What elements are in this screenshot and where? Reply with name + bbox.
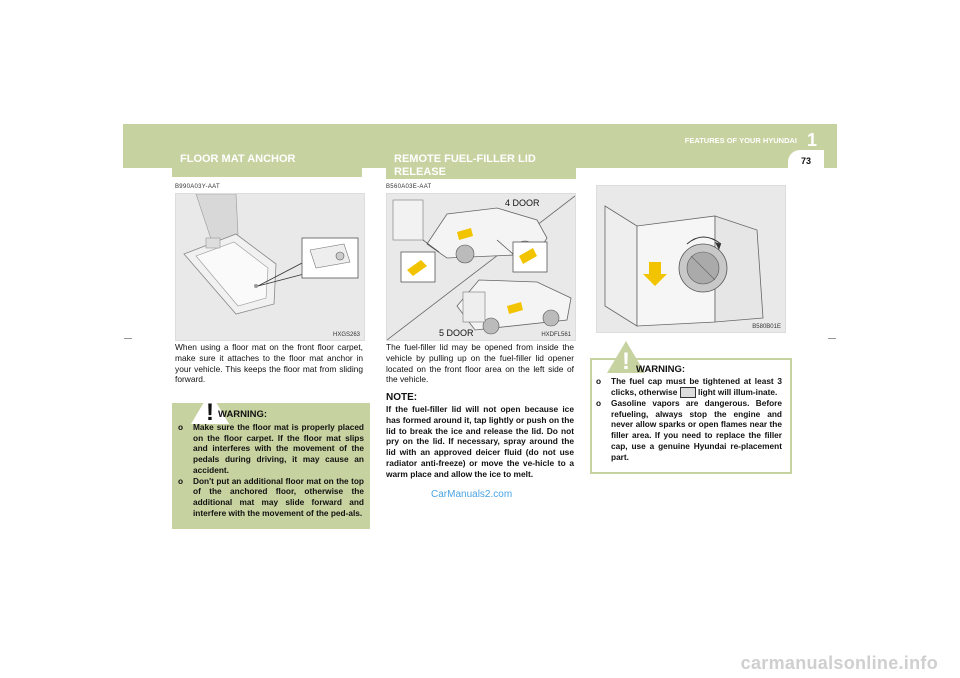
margin-mark-left: [124, 338, 132, 339]
floor-mat-figure-caption: HXGS263: [332, 332, 360, 338]
fuel-cap-warning-list: [596, 376, 782, 462]
footer: [0, 650, 960, 678]
fuel-cap-warning-item-2: o Gasoline vapors are dangerous. Before refueling, always stop the engine and never allow sparks or open flames near the filler area. If you need to replace the filler cap, use a genuine Hyundai re-placement part.: [596, 398, 782, 462]
svg-text:!: !: [206, 399, 214, 425]
floor-mat-title: FLOOR MAT ANCHOR: [180, 153, 296, 165]
floor-mat-code: B990A03Y-AAT: [175, 184, 220, 190]
fuel-filler-title-line1: REMOTE FUEL-FILLER LID: [394, 153, 536, 165]
fuel-filler-illustration: [387, 194, 575, 340]
note-heading: NOTE:: [386, 392, 418, 403]
margin-mark-right: [828, 338, 836, 339]
floor-mat-heading: [172, 149, 362, 177]
floor-mat-warning-box: [172, 399, 370, 529]
fuel-cap-figure: [596, 185, 786, 333]
floor-mat-illustration: [176, 194, 364, 340]
fuel-filler-heading: [386, 149, 576, 179]
fuel-cap-warning-item-1-part2: light will illum-inate.: [698, 386, 778, 397]
floor-mat-body: When using a floor mat on the front floor carpet, make sure it attaches to the floor mat anchor in your vehicle. This keeps the floor mat from sliding forward.: [175, 342, 363, 385]
fuel-filler-title-line2: RELEASE: [394, 166, 446, 178]
footer-watermark: carmanualsonline.info: [740, 653, 938, 673]
page-number: 73: [800, 156, 811, 166]
floor-mat-warning-item-2: o Don't put an additional floor mat on the top of the anchored floor, otherwise the additional mat may slide forward and interfere with the movement of the ped-als.: [178, 476, 364, 519]
floor-mat-warning-item-1: o Make sure the floor mat is properly placed on the floor carpet. If the floor mat slips and interferes with the movement of the pedals during driving, it may cause an accident.: [178, 422, 364, 476]
watermark: CarManuals2.com: [431, 489, 513, 500]
label-4-door: 4 DOOR: [505, 198, 540, 208]
floor-mat-figure: [175, 193, 365, 341]
section-title: FEATURES OF YOUR HYUNDAI: [684, 136, 797, 145]
floor-mat-warning-list: [178, 422, 364, 518]
floor-mat-warning-title: WARNING:: [218, 409, 268, 420]
fuel-filler-code: B560A03E-AAT: [386, 184, 432, 190]
fuel-cap-illustration: [597, 186, 785, 332]
fuel-cap-figure-caption: B580B01E: [752, 324, 781, 330]
fuel-filler-body: The fuel-filler lid may be opened from inside the vehicle by pulling up on the fuel-filler lid opener located on the front floor area on the left side of the vehicle.: [386, 342, 574, 385]
fuel-cap-warning-item-1: [596, 376, 782, 398]
fuel-filler-figure-caption: HXDFL561: [541, 332, 571, 338]
fuel-filler-figure: [386, 193, 576, 341]
svg-text:!: !: [622, 348, 630, 374]
label-5-door: 5 DOOR: [439, 328, 474, 338]
note-body: If the fuel-filler lid will not open because ice has formed around it, tap lightly or push on the lid to break the ice and release the lid. Do not pry on the lid. If necessary, spray around the lid with an approved deicer fluid (do not use radiator anti-freeze) or move the ve-hicle to a warm place and allow the ice to melt.: [386, 404, 574, 479]
fuel-cap-warning-title: WARNING:: [636, 364, 686, 375]
fuel-cap-warning-box: [590, 348, 792, 474]
fuel-cap-warning-item-1-part1: The fuel cap must be tightened at least 3 clicks, otherwise: [611, 376, 782, 397]
section-number: 1: [806, 130, 817, 150]
check-fuel-cap-icon: [680, 387, 696, 398]
